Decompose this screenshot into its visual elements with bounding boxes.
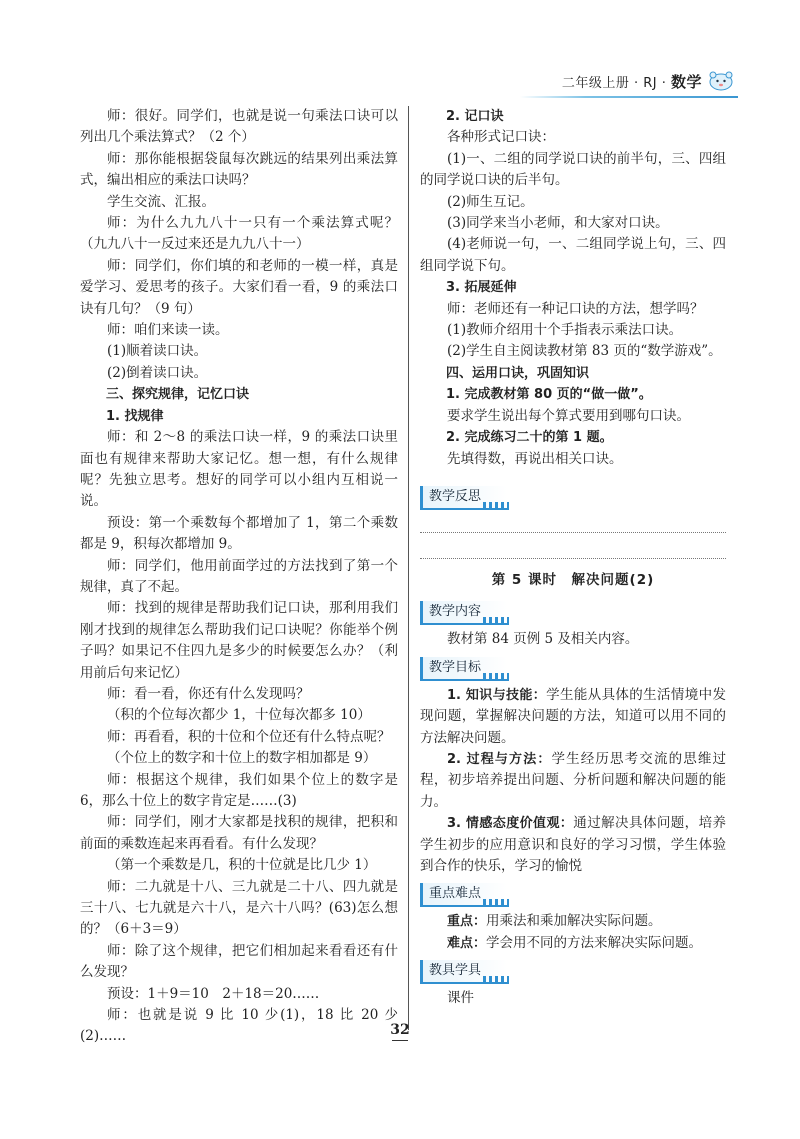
section-tag-tools [420,960,507,984]
paragraph: 先填得数，再说出相关口诀。 [447,450,623,467]
difficulty-point [420,933,726,954]
paragraph: (1)顺着读口诀。 [107,343,208,360]
goal-text: 学生能从具体的生活情境中发现问题，掌握解决问题的方法，知道可以用不同的方法解决问题。 [420,686,727,746]
column-divider [408,106,409,1030]
tag-decoration [483,899,509,907]
page-number: 32 [370,1022,430,1038]
paragraph: 师：也就是说 9 比 10 少(1)，18 比 20 少(2)…… [80,1007,398,1045]
tag-label: 教学内容 [429,604,482,620]
paragraph: 课件 [447,990,474,1007]
paragraph: 师：二九就是十八、三九就是二十八、四九就是三十八、七九就是六十八，是六十八吗？(63)怎么想的？（6＋3＝9） [80,878,398,938]
header-rule [520,96,738,98]
key-text: 用乘法和乘加解决实际问题。 [486,913,662,930]
bear-mascot-icon [708,71,734,91]
tag-decoration [483,617,509,625]
difficulty-label: 难点： [447,935,487,951]
section-heading: 四、运用口诀，巩固知识 [446,365,590,381]
paragraph: 预设：第一个乘数每个都增加了 1，第二个乘数都是 9，积每次都增加 9。 [80,514,398,553]
subsection-heading: 2. 完成练习二十的第 1 题。 [446,430,613,446]
goal-label: 1. 知识与技能： [447,687,547,703]
lesson-title: 第 5 课时 解决问题(2) [491,571,655,588]
list-item: (1)一、二组的同学说口诀的前半句，三、四组的同学说口诀的后半句。 [420,150,726,189]
goal-text: 学生经历思考交流的思维过程，初步培养提出问题、分析问题和解决问题的能力。 [420,750,727,810]
paragraph: 要求学生说出每个算式要用到哪句口诀。 [447,407,690,424]
key-point [420,911,726,932]
paragraph: （积的个位每次都少 1，十位每次都多 10） [107,707,371,724]
reflection-block [420,480,726,560]
list-item: (4)老师说一句，一、二组同学说上句，三、四组同学说下句。 [420,236,726,274]
paragraph: 师：和 2～8 的乘法口诀一样，9 的乘法口诀里面也有规律来帮助大家记忆。想一想，有什么规律呢？先独立思考。想好的同学可以小组内互相说一说。 [80,429,398,510]
header-text [562,71,702,92]
page-header [524,68,734,94]
goal-item [420,685,726,749]
paragraph: 师：除了这个规律，把它们相加起来看看还有什么发现？ [80,942,398,981]
goal-item [420,749,726,813]
list-item: (3)同学来当小老师，和大家对口诀。 [447,215,669,232]
subsection-heading: 1. 找规律 [106,408,164,424]
tag-decoration [483,502,509,510]
tag-label: 重点难点 [429,886,482,902]
paragraph: 师：为什么九九八十一只有一个乘法算式呢？（九九八十一反过来还是九九八十一） [80,215,398,253]
section-tag-content [420,601,507,625]
paragraph: (2)倒着读口诀。 [107,364,208,381]
list-item: (2)学生自主阅读教材第 83 页的“数学游戏”。 [447,343,722,360]
section-tag-goals [420,657,507,681]
paragraph: 师：根据这个规律，我们如果个位上的数字是 6，那么十位上的数字肯定是……(3) [80,771,398,809]
list-item: (1)教师介绍用十个手指表示乘法口诀。 [447,322,683,339]
subsection-heading: 1. 完成教材第 80 页的“做一做”。 [446,387,652,403]
paragraph: 师：看一看，你还有什么发现吗？ [107,685,310,702]
tag-decoration [483,673,509,681]
writing-space [420,514,726,532]
goal-text: 通过解决具体问题，培养学生初步的应用意识和良好的学习习惯，学生体验到合作的快乐，学习的愉悦 [420,815,726,874]
tag-label: 教具学具 [429,963,482,979]
goal-item [420,813,726,877]
paragraph: 师：找到的规律是帮助我们记口诀，那利用我们刚才找到的规律怎么帮助我们记口诀呢？你能举个例子吗？如果记不住四九是多少的时候要怎么办？（利用前后句来记忆） [80,600,398,681]
paragraph: 师：很好。同学们，也就是说一句乘法口诀可以列出几个乘法算式？（2 个） [80,108,398,146]
goal-label: 3. 情感态度价值观： [447,816,574,832]
list-item: (2)师生互记。 [447,193,534,210]
section-tag-reflection [420,486,507,510]
paragraph: 师：再看看，积的十位和个位还有什么特点呢？ [107,728,391,745]
subsection-heading: 3. 拓展延伸 [446,280,517,296]
writing-space [420,534,726,558]
tag-decoration [483,976,509,984]
key-label: 重点： [447,914,487,930]
tag-label: 教学反思 [429,488,482,504]
paragraph: 师：同学们，刚才大家都是找积的规律，把积和前面的乘数连起来再看看。有什么发现？ [80,814,398,852]
section-tag-key-points [420,883,507,907]
section-heading: 三、探究规律，记忆口诀 [106,387,250,403]
paragraph: 师：咱们来读一读。 [107,322,229,339]
left-column [80,106,398,1048]
paragraph: （第一个乘数是几，积的十位就是比几少 1） [107,857,377,874]
paragraph: 预设：1＋9＝10 2＋18＝20…… [107,985,320,1002]
header-subject: 数学 [670,72,702,91]
paragraph: 师：同学们，你们填的和老师的一模一样，真是爱学习、爱思考的孩子。大家们看一看，9 的乘法口诀有几句？（9 句） [80,257,398,317]
header-grade: 二年级上册 · RJ · [561,75,671,91]
dotted-line [420,558,726,560]
paragraph: 教材第 84 页例 5 及相关内容。 [447,631,639,648]
tag-label: 教学目标 [429,659,482,675]
paragraph: 各种形式记口诀： [447,129,555,146]
goal-label: 2. 过程与方法： [447,751,552,767]
right-column [420,106,726,1010]
list-item: 师：老师还有一种记口诀的方法，想学吗？ [447,300,704,317]
paragraph: （个位上的数字和十位上的数字相加都是 9） [107,750,377,767]
subsection-heading: 2. 记口诀 [446,109,504,124]
paragraph: 学生交流、汇报。 [107,193,215,210]
paragraph: 师：那你能根据袋鼠每次跳远的结果列出乘法算式，编出相应的乘法口诀吗？ [80,150,398,189]
paragraph: 师：同学们，他用前面学过的方法找到了第一个规律，真了不起。 [80,557,398,595]
difficulty-text: 学会用不同的方法来解决实际问题。 [486,934,703,951]
